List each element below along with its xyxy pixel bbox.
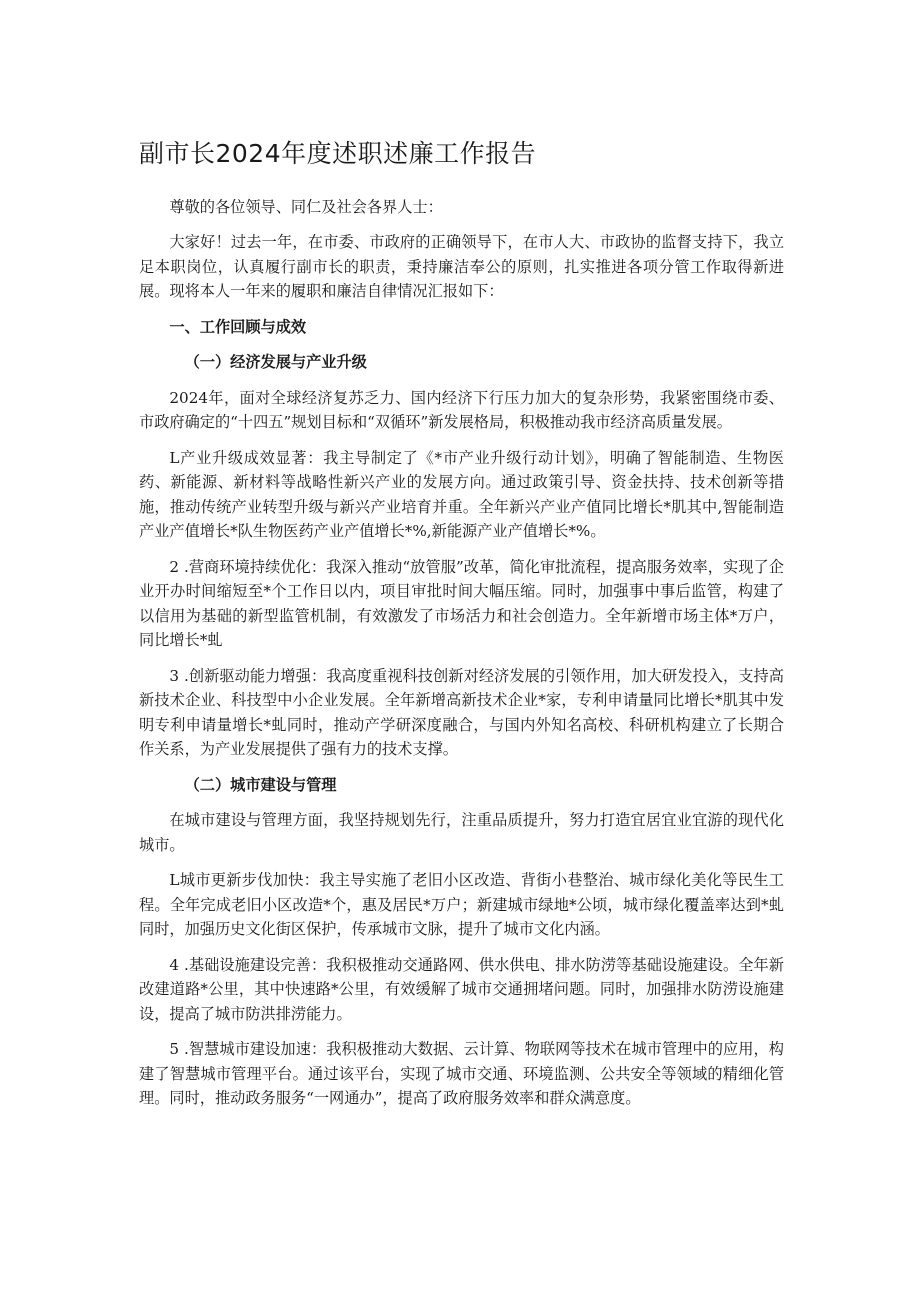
business-environment-paragraph: 2 .营商环境持续优化：我深入推动“放管服”改革，简化审批流程，提高服务效率，实现了企业开办时间缩短至*个工作日以内，项目审批时间大幅压缩。同时，加强事中事后监管，构建了以信用为基础的新型监管机制，有效激发了市场活力和社会创造力。全年新增市场主体*万户，同比增长*虬 [139, 557, 784, 649]
section-heading-work-review: 一、工作回顾与成效 [169, 317, 307, 336]
subsection-heading-urban: （二）城市建设与管理 [184, 775, 337, 794]
economy-intro-paragraph: 2024年，面对全球经济复苏乏力、国内经济下行压力加大的复杂形势，我紧密围绕市委、市政府确定的“十四五”规划目标和“双循环”新发展格局，积极推动我市经济高质量发展。 [139, 388, 784, 431]
document-title: 副市长2024年度述职述廉工作报告 [139, 139, 537, 168]
urban-renewal-paragraph: L城市更新步伐加快：我主导实施了老旧小区改造、背街小巷整治、城市绿化美化等民生工程。全年完成老旧小区改造*个，惠及居民*万户；新建城市绿地*公顷，城市绿化覆盖率达到*虬同时，加强历史文化街区保护，传承城市文脉，提升了城市文化内涵。 [139, 871, 784, 938]
infrastructure-paragraph: 4 .基础设施建设完善：我积极推动交通路网、供水供电、排水防涝等基础设施建设。全年新改建道路*公里，其中快速路*公里，有效缓解了城市交通拥堵问题。同时，加强排水防涝设施建设，提高了城市防洪排涝能力。 [139, 955, 784, 1023]
industry-upgrade-paragraph: L产业升级成效显著：我主导制定了《*市产业升级行动计划》，明确了智能制造、生物医药、新能源、新材料等战略性新兴产业的发展方向。通过政策引导、资金扶持、技术创新等措施，推动传统产业转型升级与新兴产业培育并重。全年新兴产业产值同比增长*肌其中,智能制造产业产值增长*队生物医药产业产值增长*%,新能源产业产值增长*%。 [139, 448, 784, 540]
innovation-paragraph: 3 .创新驱动能力增强：我高度重视科技创新对经济发展的引领作用，加大研发投入，支持高新技术企业、科技型中小企业发展。全年新增高新技术企业*家，专利申请量同比增长*肌其中发明专利申请量增长*虬同时，推动产学研深度融合，与国内外知名高校、科研机构建立了长期合作关系，为产业发展提供了强有力的技术支撑。 [139, 666, 784, 758]
salutation: 尊敬的各位领导、同仁及社会各界人士： [169, 197, 443, 216]
smart-city-paragraph: 5 .智慧城市建设加速：我积极推动大数据、云计算、物联网等技术在城市管理中的应用，构建了智慧城市管理平台。通过该平台，实现了城市交通、环境监测、公共安全等领域的精细化管理。同时，推动政务服务“一网通办”，提高了政府服务效率和群众满意度。 [139, 1040, 784, 1107]
intro-paragraph: 大家好！过去一年，在市委、市政府的正确领导下，在市人大、市政协的监督支持下，我立足本职岗位，认真履行副市长的职责，秉持廉洁奉公的原则，扎实推进各项分管工作取得新进展。现将本人一年来的履职和廉洁自律情况汇报如下： [139, 233, 784, 300]
subsection-heading-economy: （一）经济发展与产业升级 [184, 353, 367, 371]
document-page [139, 138, 784, 1122]
urban-intro-paragraph: 在城市建设与管理方面，我坚持规划先行，注重品质提升，努力打造宜居宜业宜游的现代化城市。 [139, 811, 784, 854]
